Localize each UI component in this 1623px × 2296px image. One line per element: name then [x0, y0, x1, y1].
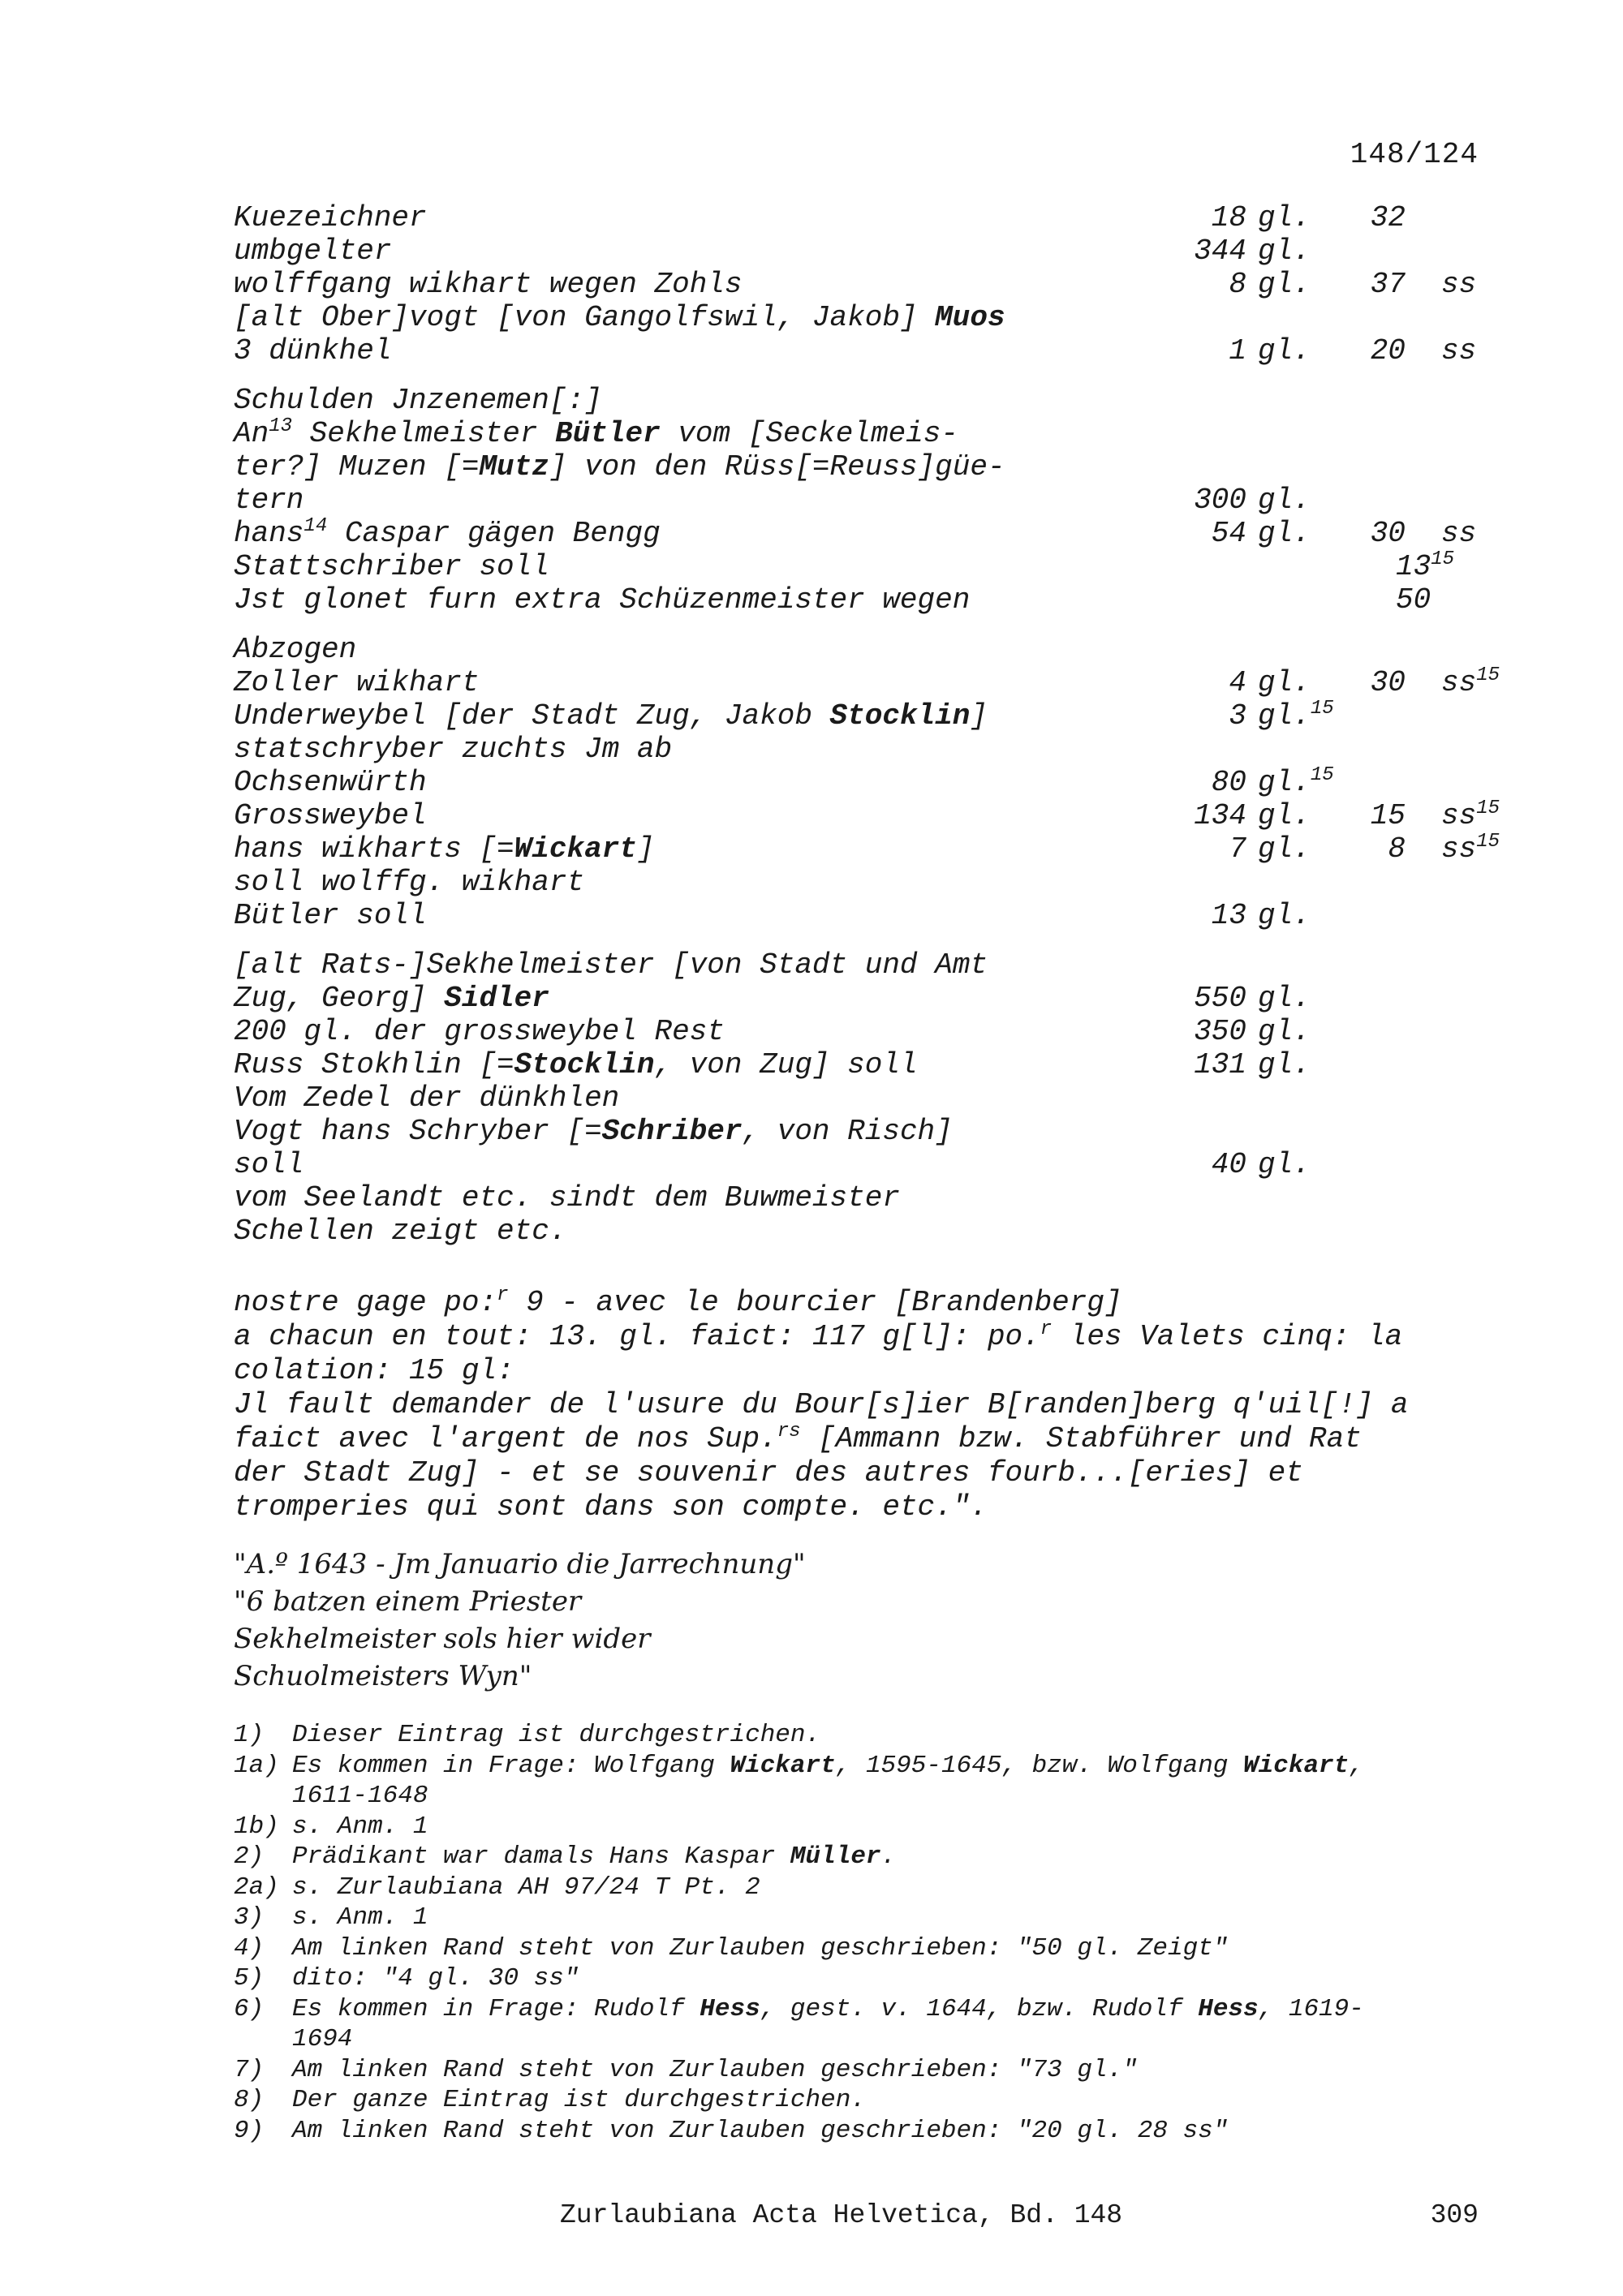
footnote: 4) Am linken Rand steht von Zurlauben geschrieben: "50 gl. Zeigt"	[234, 1933, 1229, 1963]
page-number: 309	[1430, 2200, 1479, 2230]
handwritten-quote	[234, 1546, 1208, 1695]
ledger	[234, 201, 1500, 1248]
footnote: 9) Am linken Rand steht von Zurlauben geschrieben: "20 gl. 28 ss"	[234, 2116, 1229, 2145]
ledger-row: Schellen zeigt etc.	[234, 1215, 567, 1248]
ledger-row: [alt Rats-]Sekhelmeister [von Stadt und Amt	[234, 948, 988, 982]
ledger-row: ter?] Muzen [=Mutz] von den Rüss[=Reuss]güe-	[234, 450, 1005, 484]
text-line: colation: 15 gl:	[234, 1354, 514, 1387]
ledger-row: wolffgang wikhart wegen Zohls 8 gl. 37 ss	[234, 268, 1477, 301]
ledger-row: 3 dünkhel 1 gl. 20 ss	[234, 334, 1477, 368]
text-line: der Stadt Zug] - et se souvenir des autres fourb...[eries] et	[234, 1456, 1303, 1490]
footnote: 3) s. Anm. 1	[234, 1903, 428, 1932]
ledger-row: Vom Zedel der dünkhlen	[234, 1081, 620, 1115]
ledger-row: Stattschriber soll $13^{15}$	[234, 548, 1455, 583]
ledger-row: hans wikharts [=Wickart] 7 gl. 8 $ss^{15}$	[234, 831, 1500, 866]
text-line: "A.º 1643 - Jm Januario die Jarrechnung"	[234, 1548, 806, 1580]
text-line: nostre gage po:$^r$ 9 - avec le bourcier [Brandenberg]	[234, 1284, 1122, 1319]
text-line: a chacun en tout: 13. gl. faict: 117 g[l]: po.$^r$ les Valets cinq: la	[234, 1318, 1403, 1353]
ledger-row: Vogt hans Schryber [=Schriber, von Risch]	[234, 1115, 953, 1148]
ledger-row: Zoller wikhart 4 gl. 30 $ss^{15}$	[234, 664, 1500, 699]
ledger-row: 200 gl. der grossweybel Rest 350 gl.	[234, 1015, 1311, 1048]
ledger-row: Bütler soll 13 gl.	[234, 899, 1311, 932]
french-passage	[234, 1286, 1500, 1524]
footnote: 2) Prädikant war damals Hans Kaspar Müller.	[234, 1842, 897, 1871]
ledger-row: umbgelter 344 gl.	[234, 234, 1311, 268]
footnote: 8) Der ganze Eintrag ist durchgestrichen.	[234, 2086, 866, 2114]
ledger-row: vom Seelandt etc. sindt dem Buwmeister	[234, 1181, 900, 1215]
footnote: 6) Es kommen in Frage: Rudolf Hess, gest. v. 1644, bzw. Rudolf Hess, 1619- 1694	[234, 1994, 1364, 2053]
footnote: 2a) s. Zurlaubiana AH 97/24 T Pt. 2	[234, 1872, 760, 1902]
ledger-row: [alt Ober]vogt [von Gangolfswil, Jakob] Muos	[234, 301, 1005, 334]
footnote: 1b) s. Anm. 1	[234, 1812, 428, 1841]
text-line: tromperies qui sont dans son compte. etc.".	[234, 1490, 988, 1524]
text-line: faict avec l'argent de nos Sup.$^{rs}$ [Ammann bzw. Stabführer und Rat	[234, 1421, 1362, 1455]
footer-title: Zurlaubiana Acta Helvetica, Bd. 148	[560, 2200, 1123, 2230]
footnote: 7) Am linken Rand steht von Zurlauben geschrieben: "73 gl."	[234, 2055, 1138, 2084]
ledger-section-heading: Abzogen	[234, 633, 357, 666]
footnotes	[234, 1720, 1532, 2146]
text-line: Jl fault demander de l'usure du Bour[s]ier B[randen]berg q'uil[!] a	[234, 1388, 1409, 1421]
text-line: "6 batzen einem Priester	[234, 1585, 582, 1618]
ledger-row: Underweybel [der Stadt Zug, Jakob Stocklin] 3 gl.$^{15}$	[234, 698, 1334, 733]
footnote: 1a) Es kommen in Frage: Wolfgang Wickart, 1595-1645, bzw. Wolfgang Wickart, 1611-1648	[234, 1751, 1364, 1810]
ledger-row: Zug, Georg] Sidler 550 gl.	[234, 982, 1311, 1015]
ledger-row: Kuezeichner 18 gl. 32	[234, 201, 1406, 234]
ledger-row: Jst glonet furn extra Schüzenmeister wegen 50	[234, 583, 1431, 617]
ledger-row: An$^{13}$ Sekhelmeister Bütler vom [Seckelmeis-	[234, 415, 958, 450]
text-line: Sekhelmeister sols hier wider	[234, 1623, 651, 1655]
ledger-row: Russ Stokhlin [=Stocklin, von Zug] soll 131 gl.	[234, 1048, 1311, 1081]
ledger-row: Grossweybel 134 gl. 15 $ss^{15}$	[234, 798, 1500, 832]
ledger-row: soll 40 gl.	[234, 1148, 1311, 1181]
ledger-row: tern 300 gl.	[234, 484, 1311, 517]
ledger-section-heading: Schulden Jnzenemen[:]	[234, 384, 602, 417]
ledger-row: statschryber zuchts Jm ab	[234, 733, 673, 766]
text-line: Schuolmeisters Wyn"	[234, 1660, 532, 1692]
ledger-row: hans$^{14}$ Caspar gägen Bengg 54 gl. 30 ss	[234, 515, 1477, 550]
ledger-row: Ochsenwürth 80 gl.$^{15}$	[234, 764, 1334, 799]
footnote: 5) dito: "4 gl. 30 ss"	[234, 1964, 579, 1993]
footnote: 1) Dieser Eintrag ist durchgestrichen.	[234, 1721, 821, 1749]
ledger-row: soll wolffg. wikhart	[234, 866, 585, 899]
page-reference: 148/124	[1350, 138, 1479, 171]
